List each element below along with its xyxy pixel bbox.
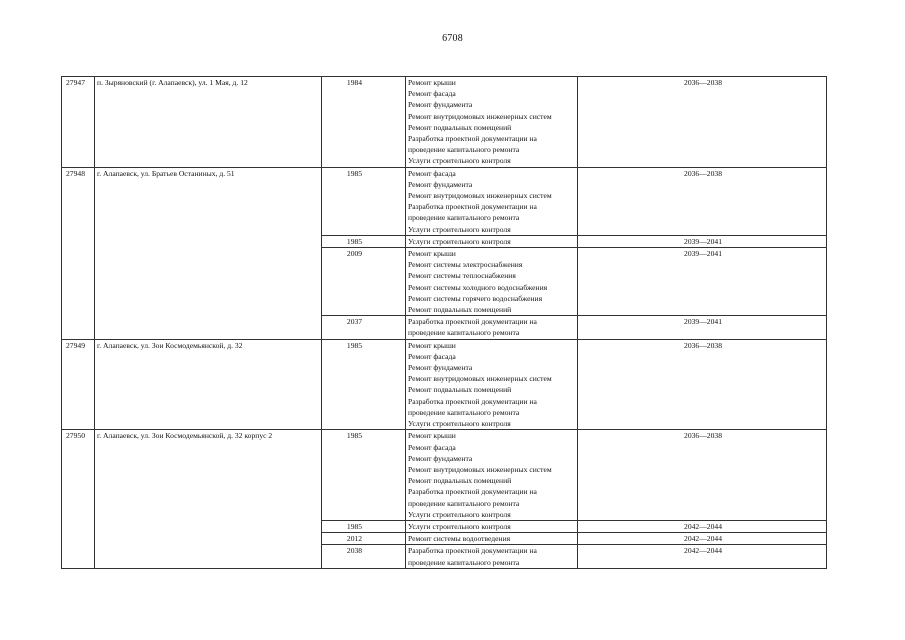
year-cell: 1984	[322, 77, 406, 168]
work-item: Ремонт подвальных помещений	[408, 476, 512, 486]
work-item: Ремонт фасада	[408, 89, 456, 99]
work-item: Ремонт фасада	[408, 351, 456, 361]
work-item: Услуги строительного контроля	[408, 419, 511, 429]
work-item: Ремонт подвальных помещений	[408, 122, 512, 132]
works-cell	[406, 167, 578, 235]
period-cell: 2039—2041	[578, 248, 827, 316]
work-item: Услуги строительного контроля	[408, 509, 511, 519]
year-cell: 1985	[322, 339, 406, 430]
year-cell: 2012	[322, 533, 406, 545]
table-body	[62, 77, 827, 569]
house-id-cell: 27948	[62, 167, 95, 339]
work-item: Разработка проектной документации на	[408, 546, 537, 556]
work-item: Услуги строительного контроля	[408, 156, 511, 166]
work-item: Ремонт фундамента	[408, 363, 473, 373]
period-cell: 2042—2044	[578, 533, 827, 545]
work-item: Разработка проектной документации на	[408, 317, 537, 327]
works-cell	[406, 316, 578, 339]
work-item: Разработка проектной документации на	[408, 487, 537, 497]
work-item: Ремонт системы холодного водоснабжения	[408, 282, 548, 292]
work-item: Ремонт системы водоотведения	[408, 534, 511, 544]
house-id-cell: 27947	[62, 77, 95, 168]
period-cell: 2036—2038	[578, 77, 827, 168]
works-cell	[406, 430, 578, 521]
address-cell: г. Алапаевск, ул. Братьев Останиных, д. 51	[95, 167, 322, 339]
year-cell: 1985	[322, 235, 406, 247]
period-cell: 2042—2044	[578, 520, 827, 532]
year-cell: 1985	[322, 430, 406, 521]
work-item: Ремонт крыши	[408, 78, 456, 87]
work-item: Разработка проектной документации на	[408, 134, 537, 144]
work-item: проведение капитального ремонта	[408, 498, 520, 508]
period-cell: 2039—2041	[578, 316, 827, 339]
year-cell: 1985	[322, 520, 406, 532]
table-row	[62, 167, 827, 235]
work-item: Ремонт крыши	[408, 249, 456, 259]
work-item: проведение капитального ремонта	[408, 213, 520, 223]
house-id-cell: 27950	[62, 430, 95, 568]
table-row	[62, 339, 827, 430]
work-item: Ремонт системы электроснабжения	[408, 260, 523, 270]
period-cell: 2042—2044	[578, 545, 827, 568]
repair-schedule-table	[61, 76, 827, 569]
table-row	[62, 430, 827, 521]
year-cell: 1985	[322, 167, 406, 235]
page-number: 6708	[442, 33, 463, 44]
work-item: Ремонт системы горячего водоснабжения	[408, 293, 543, 303]
work-item: проведение капитального ремонта	[408, 557, 520, 567]
work-item: проведение капитального ремонта	[408, 407, 520, 417]
work-item: Ремонт фундамента	[408, 453, 473, 463]
address-cell: п. Зыряновский (г. Алапаевск), ул. 1 Мая, д. 12	[95, 77, 322, 168]
work-item: Разработка проектной документации на	[408, 396, 537, 406]
work-item: Ремонт фасада	[408, 168, 456, 178]
work-item: Ремонт внутридомовых инженерных систем	[408, 191, 552, 201]
year-cell: 2038	[322, 545, 406, 568]
work-item: Ремонт крыши	[408, 431, 456, 441]
work-item: Ремонт внутридомовых инженерных систем	[408, 111, 552, 121]
works-cell	[406, 235, 578, 247]
work-item: Ремонт внутридомовых инженерных систем	[408, 374, 552, 384]
works-cell	[406, 339, 578, 430]
period-cell: 2036—2038	[578, 339, 827, 430]
house-id-cell: 27949	[62, 339, 95, 430]
work-item: проведение капитального ремонта	[408, 145, 520, 155]
work-item: Разработка проектной документации на	[408, 202, 537, 212]
works-cell	[406, 533, 578, 545]
work-item: Услуги строительного контроля	[408, 521, 511, 531]
address-cell: г. Алапаевск, ул. Зои Космодемьянской, д. 32	[95, 339, 322, 430]
year-cell: 2037	[322, 316, 406, 339]
work-item: Ремонт крыши	[408, 340, 456, 350]
work-item: Ремонт фасада	[408, 442, 456, 452]
work-item: Ремонт подвальных помещений	[408, 385, 512, 395]
work-item: Ремонт фундамента	[408, 100, 473, 110]
address-cell: г. Алапаевск, ул. Зои Космодемьянской, д. 32 корпус 2	[95, 430, 322, 568]
period-cell: 2039—2041	[578, 235, 827, 247]
work-item: проведение капитального ремонта	[408, 328, 520, 338]
works-cell	[406, 520, 578, 532]
work-item: Ремонт фундамента	[408, 179, 473, 189]
work-item: Услуги строительного контроля	[408, 224, 511, 234]
work-item: Ремонт системы теплоснабжения	[408, 271, 516, 281]
period-cell: 2036—2038	[578, 167, 827, 235]
works-cell	[406, 248, 578, 316]
work-item: Ремонт внутридомовых инженерных систем	[408, 464, 552, 474]
work-item: Ремонт подвальных помещений	[408, 305, 512, 315]
work-item: Услуги строительного контроля	[408, 236, 511, 246]
year-cell: 2009	[322, 248, 406, 316]
period-cell: 2036—2038	[578, 430, 827, 521]
works-cell	[406, 545, 578, 568]
works-cell	[406, 77, 578, 168]
table-row	[62, 77, 827, 168]
